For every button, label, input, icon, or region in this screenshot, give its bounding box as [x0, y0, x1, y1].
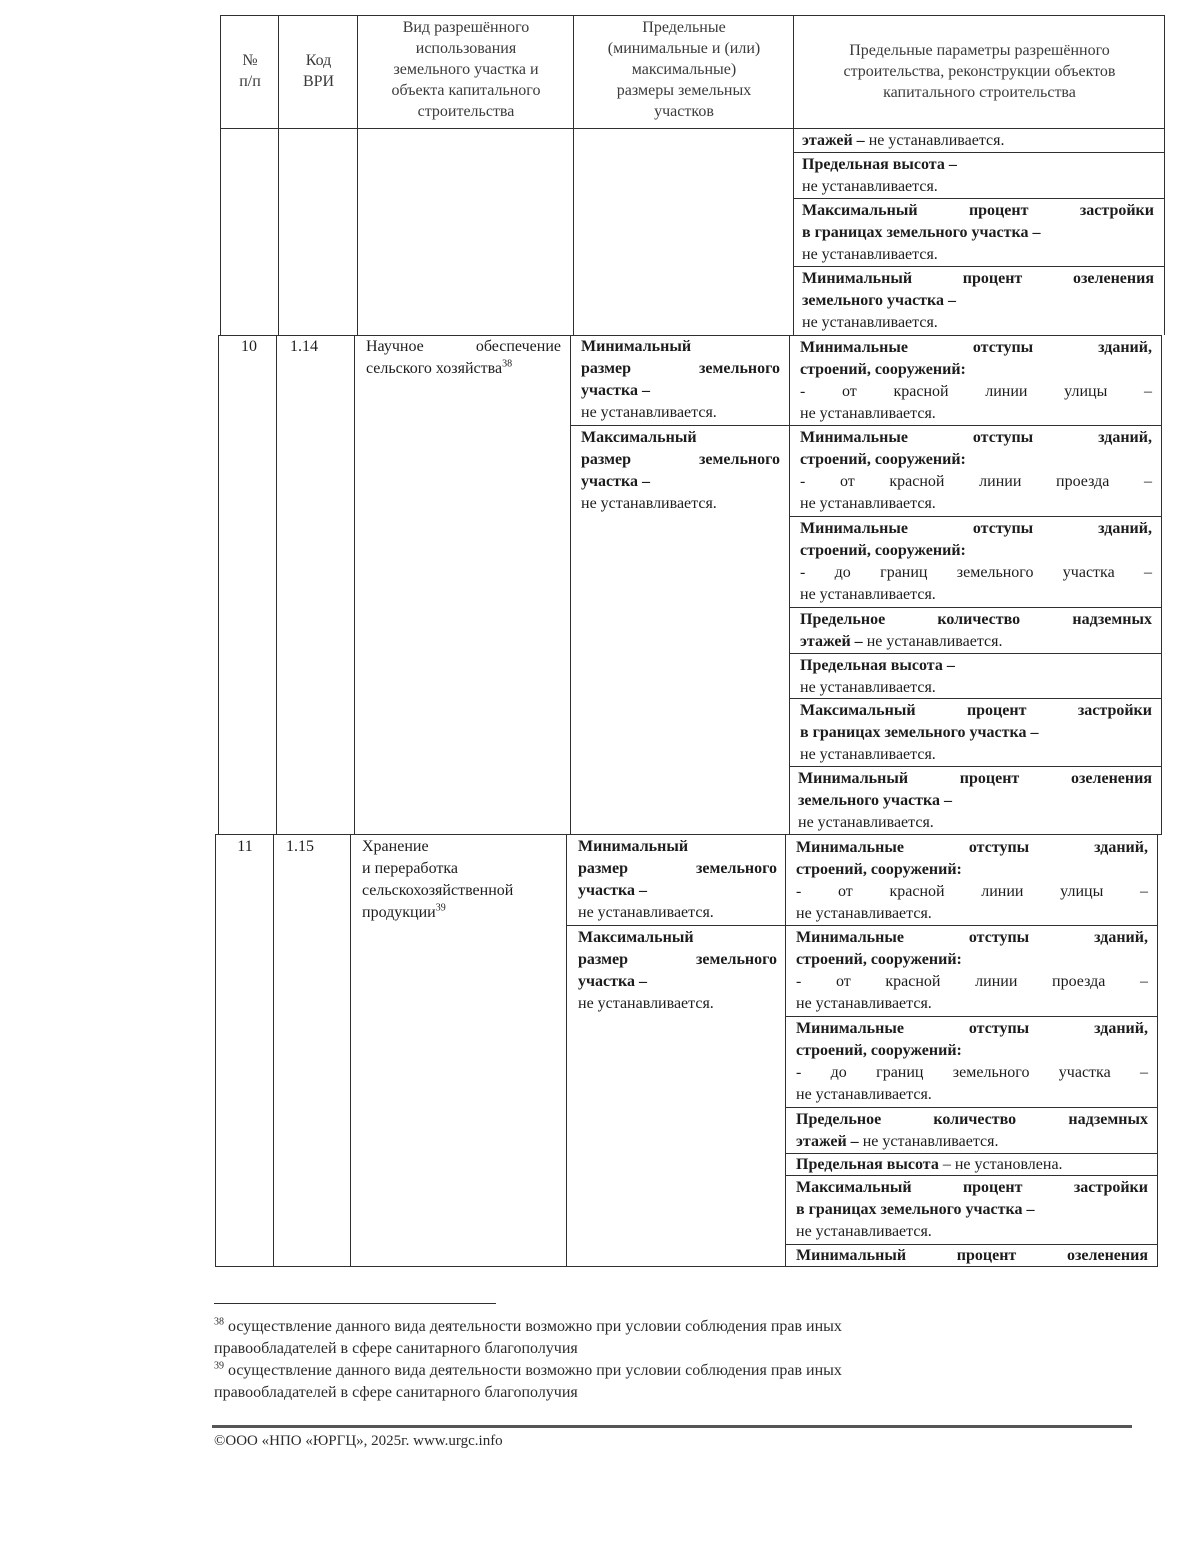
param-cell: Максимальный процент застройки в границах земельного участка – не устанавливается.: [800, 702, 1152, 763]
col-divider-params: [789, 335, 790, 835]
param-rule: [789, 516, 1161, 517]
param-rule: [789, 766, 1161, 767]
param-cell: Минимальный процент озеленения: [796, 1247, 1148, 1264]
header-kind: Вид разрешённого использования земельного участка и объекта капитального строительства: [391, 19, 541, 120]
col-divider-kind: [357, 15, 358, 335]
row-code: 1.15: [286, 838, 314, 855]
min-size-cell: Минимальный размер земельного участка – не устанавливается.: [581, 338, 780, 421]
footnote-ref[interactable]: 39: [435, 902, 446, 914]
table-border-right: [1161, 335, 1162, 835]
col-divider-code: [276, 335, 277, 835]
param-rule: [785, 1107, 1157, 1108]
param-cell: Минимальные отступы зданий, строений, сооружений: - от красной линии улицы – не устанавливается.: [800, 339, 1152, 422]
param-cell: Предельное количество надземных этажей – не устанавливается.: [800, 611, 1152, 650]
footnote-separator: [214, 1303, 496, 1304]
table-border-left: [220, 15, 221, 335]
footnote-ref[interactable]: 38: [502, 358, 513, 370]
param-rule: [793, 152, 1164, 153]
header-params: Предельные параметры разрешённого строительства, реконструкции объектов капитального строительства: [843, 42, 1116, 101]
param-cell: Минимальные отступы зданий, строений, сооружений: - до границ земельного участка – не устанавливается.: [800, 520, 1152, 603]
param-cell: Минимальный процент озеленения земельного участка – не устанавливается.: [802, 270, 1154, 331]
param-cell: Предельная высота – не устанавливается.: [800, 657, 955, 696]
col-divider-code: [273, 835, 274, 1267]
param-rule: [789, 607, 1161, 608]
param-cell: Минимальный процент озеленения земельного участка – не устанавливается.: [798, 770, 1152, 831]
max-size-cell: Максимальный размер земельного участка – не устанавливается.: [578, 929, 777, 1012]
col-divider-size: [566, 835, 567, 1267]
col-divider-params: [793, 15, 794, 335]
size-split-rule: [566, 925, 785, 926]
footer-copyright: ©ООО «НПО «ЮРГЦ», 2025г. www.urgc.info: [214, 1433, 503, 1449]
param-cell: Предельное количество надземных этажей – не устанавливается.: [796, 1111, 1148, 1150]
param-cell: Минимальные отступы зданий, строений, сооружений: - до границ земельного участка – не устанавливается.: [796, 1020, 1148, 1103]
param-cell: Минимальные отступы зданий, строений, сооружений: - от красной линии проезда – не устанавливается.: [796, 929, 1148, 1012]
row-rule: [215, 834, 1161, 835]
col-divider-size: [573, 15, 574, 335]
min-size-cell: Минимальный размер земельного участка – не устанавливается.: [578, 838, 777, 921]
param-rule: [785, 925, 1157, 926]
row-kind: Хранение и переработка сельскохозяйственной продукции$^{39}$: [362, 838, 514, 921]
header-num: № п/п: [239, 52, 261, 90]
param-cell: Минимальные отступы зданий, строений, сооружений: - от красной линии проезда – не устанавливается.: [800, 429, 1152, 512]
size-split-rule: [570, 425, 789, 426]
param-cell: Предельная высота – не установлена.: [796, 1156, 1063, 1173]
col-divider-kind: [354, 335, 355, 835]
row-number: 10: [241, 338, 257, 355]
header-bottom-rule: [220, 128, 1165, 129]
param-cell: Максимальный процент застройки в границах земельного участка – не устанавливается.: [796, 1179, 1148, 1240]
max-size-cell: Максимальный размер земельного участка – не устанавливается.: [581, 429, 780, 512]
header-code: Код ВРИ: [302, 52, 335, 90]
table-border-right: [1157, 835, 1158, 1267]
param-rule: [785, 1016, 1157, 1017]
table-border-top: [220, 15, 1165, 16]
row-number: 11: [237, 838, 253, 855]
col-divider-params: [785, 835, 786, 1267]
col-divider-code: [278, 15, 279, 335]
table-border-right: [1164, 15, 1165, 335]
param-rule: [793, 266, 1164, 267]
col-divider-kind: [350, 835, 351, 1267]
param-rule: [789, 425, 1161, 426]
row-kind: Научное обеспечение сельского хозяйства$^{38}$: [366, 338, 561, 377]
param-rule: [789, 653, 1161, 654]
footnote: $^{39}$ осуществление данного вида деятельности возможно при условии соблюдения прав иных правообладателей в сфере санитарного благополучия: [214, 1360, 842, 1401]
footnote: $^{38}$ осуществление данного вида деятельности возможно при условии соблюдения прав иных правообладателей в сфере санитарного благополучия: [214, 1316, 842, 1357]
table-border-left: [215, 835, 216, 1267]
param-cell: Минимальные отступы зданий, строений, сооружений: - от красной линии улицы – не устанавливается.: [796, 839, 1148, 922]
footer-rule: [212, 1425, 1132, 1428]
header-size: Предельные (минимальные и (или) максимальные) размеры земельных участков: [607, 19, 761, 120]
col-divider-size: [570, 335, 571, 835]
param-cell: Максимальный процент застройки в границах земельного участка – не устанавливается.: [802, 202, 1154, 263]
param-cell: этажей – не устанавливается.: [802, 132, 1005, 149]
param-rule: [793, 198, 1164, 199]
table-border-left: [218, 335, 219, 835]
param-cell: Предельная высота – не устанавливается.: [802, 156, 957, 195]
row-code: 1.14: [290, 338, 318, 355]
